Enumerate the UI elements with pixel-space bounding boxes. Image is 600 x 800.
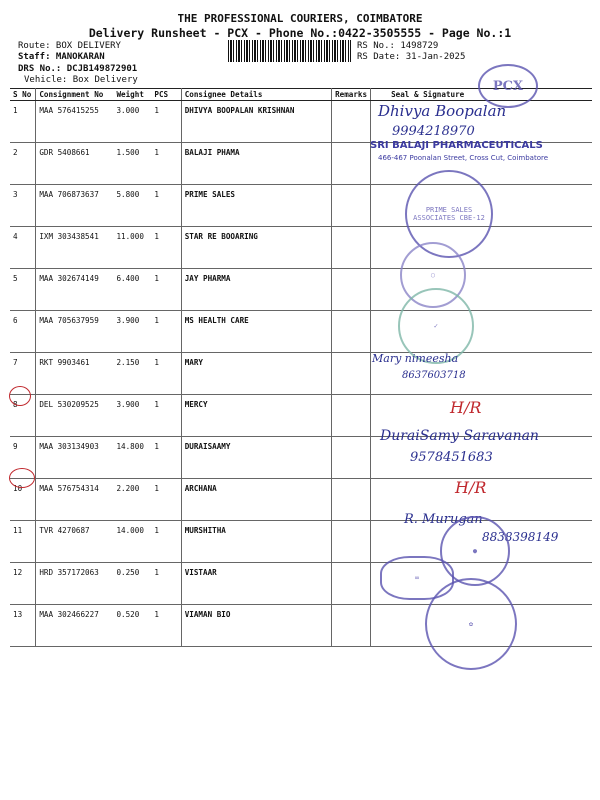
cell-sno: 10 xyxy=(10,479,36,521)
cell-remarks xyxy=(332,479,371,521)
cell-weight: 14.000 xyxy=(113,521,151,563)
cell-remarks xyxy=(332,395,371,437)
cell-weight: 1.500 xyxy=(113,143,151,185)
cell-consignee: STAR RE BOOARING xyxy=(181,227,331,269)
rs-number: RS No.: 1498729 xyxy=(357,41,439,51)
cell-remarks xyxy=(332,311,371,353)
hr-mark-10: H/R xyxy=(455,478,487,497)
cell-consignee: DURAISAAMY xyxy=(181,437,331,479)
cell-sno: 7 xyxy=(10,353,36,395)
signature-11-phone: 8838398149 xyxy=(482,530,559,544)
cell-consignee: MERCY xyxy=(181,395,331,437)
signature-7-phone: 8637603718 xyxy=(402,370,466,381)
cell-weight: 11.000 xyxy=(113,227,151,269)
cell-remarks xyxy=(332,227,371,269)
signature-9-phone: 9578451683 xyxy=(410,450,493,465)
cell-sno: 11 xyxy=(10,521,36,563)
sno-8-circle xyxy=(9,386,31,406)
cell-consignment-no: GDR 5408661 xyxy=(36,143,114,185)
cell-consignment-no: MAA 706873637 xyxy=(36,185,114,227)
cell-remarks xyxy=(332,353,371,395)
drs-info: DRS No.: DCJB149872901 xyxy=(18,64,138,74)
col-consignment: Consignment No xyxy=(36,89,114,101)
cell-sno: 12 xyxy=(10,563,36,605)
cell-remarks xyxy=(332,269,371,311)
signature-9: DuraiSamy Saravanan xyxy=(380,428,539,444)
cell-consignee: MARY xyxy=(181,353,331,395)
table-row xyxy=(10,479,592,521)
table-row xyxy=(10,353,592,395)
cell-pcs: 1 xyxy=(151,185,181,227)
cell-pcs: 1 xyxy=(151,269,181,311)
signature-11: R. Murugan xyxy=(404,512,483,527)
cell-weight: 5.800 xyxy=(113,185,151,227)
col-seal: Seal & Signature xyxy=(371,89,592,101)
staff-info: Staff: MANOKARAN xyxy=(18,52,105,62)
cell-consignment-no: MAA 303134903 xyxy=(36,437,114,479)
table-row xyxy=(10,311,592,353)
cell-consignment-no: HRD 357172063 xyxy=(36,563,114,605)
cell-consignee: PRIME SALES xyxy=(181,185,331,227)
cell-consignment-no: MAA 576754314 xyxy=(36,479,114,521)
cell-consignment-no: DEL 530209525 xyxy=(36,395,114,437)
cell-weight: 3.900 xyxy=(113,311,151,353)
cell-pcs: 1 xyxy=(151,311,181,353)
cell-remarks xyxy=(332,521,371,563)
stamp-balaji-address: 466-467 Poonalan Street, Cross Cut, Coimbatore xyxy=(378,154,549,162)
col-remarks: Remarks xyxy=(332,89,371,101)
stamp-balaji: SRI BALAJI PHARMACEUTICALS xyxy=(370,140,543,151)
col-pcs: PCS xyxy=(151,89,181,101)
cell-pcs: 1 xyxy=(151,101,181,143)
cell-sno: 4 xyxy=(10,227,36,269)
cell-sno: 3 xyxy=(10,185,36,227)
cell-remarks xyxy=(332,437,371,479)
cell-weight: 3.000 xyxy=(113,101,151,143)
hr-mark-8: H/R xyxy=(450,398,482,417)
company-title: THE PROFESSIONAL COURIERS, COIMBATORE xyxy=(177,12,423,25)
cell-sno: 13 xyxy=(10,605,36,647)
stamp-round-11: ● xyxy=(440,516,510,586)
runsheet-subtitle: Delivery Runsheet - PCX - Phone No.:0422-3505555 - Page No.:1 xyxy=(88,26,512,40)
stamp-prime-sales: PRIME SALES ASSOCIATES CBE-12 xyxy=(405,170,493,258)
cell-sno: 8 xyxy=(10,395,36,437)
cell-sno: 1 xyxy=(10,101,36,143)
cell-weight: 0.520 xyxy=(113,605,151,647)
cell-pcs: 1 xyxy=(151,563,181,605)
cell-consignee: ARCHANA xyxy=(181,479,331,521)
cell-pcs: 1 xyxy=(151,521,181,563)
cell-remarks xyxy=(332,563,371,605)
cell-pcs: 1 xyxy=(151,353,181,395)
cell-remarks xyxy=(332,101,371,143)
cell-consignee: JAY PHARMA xyxy=(181,269,331,311)
cell-sno: 5 xyxy=(10,269,36,311)
stamp-round-13: ✿ xyxy=(425,578,517,670)
vehicle-info: Vehicle: Box Delivery xyxy=(24,75,138,85)
cell-consignee: BALAJI PHAMA xyxy=(181,143,331,185)
signature-7: Mary nimeesha xyxy=(372,352,459,365)
cell-sno: 9 xyxy=(10,437,36,479)
cell-pcs: 1 xyxy=(151,395,181,437)
table-row xyxy=(10,269,592,311)
cell-consignee: MS HEALTH CARE xyxy=(181,311,331,353)
cell-remarks xyxy=(332,605,371,647)
cell-pcs: 1 xyxy=(151,143,181,185)
rs-date: RS Date: 31-Jan-2025 xyxy=(357,52,466,62)
cell-weight: 2.150 xyxy=(113,353,151,395)
cell-weight: 6.400 xyxy=(113,269,151,311)
cell-weight: 0.250 xyxy=(113,563,151,605)
cell-consignment-no: IXM 303438541 xyxy=(36,227,114,269)
cell-consignment-no: MAA 705637959 xyxy=(36,311,114,353)
cell-remarks xyxy=(332,185,371,227)
cell-pcs: 1 xyxy=(151,605,181,647)
pcx-stamp: PCX xyxy=(478,64,538,108)
cell-consignment-no: RKT 9903461 xyxy=(36,353,114,395)
signature-12-mark: ∞ xyxy=(380,556,454,600)
col-consignee: Consignee Details xyxy=(181,89,331,101)
cell-consignee: VISTAAR xyxy=(181,563,331,605)
cell-weight: 2.200 xyxy=(113,479,151,521)
stamp-round-5: ○ xyxy=(400,242,466,308)
cell-sno: 2 xyxy=(10,143,36,185)
cell-pcs: 1 xyxy=(151,437,181,479)
cell-consignee: VIAMAN BIO xyxy=(181,605,331,647)
cell-weight: 3.900 xyxy=(113,395,151,437)
cell-consignment-no: MAA 302466227 xyxy=(36,605,114,647)
cell-consignee: MURSHITHA xyxy=(181,521,331,563)
cell-consignment-no: MAA 576415255 xyxy=(36,101,114,143)
cell-consignment-no: MAA 302674149 xyxy=(36,269,114,311)
signature-1: Dhivya Boopalan xyxy=(378,102,507,120)
col-sno: S No xyxy=(10,89,36,101)
route-info: Route: BOX DELIVERY xyxy=(18,41,121,51)
cell-pcs: 1 xyxy=(151,479,181,521)
cell-pcs: 1 xyxy=(151,227,181,269)
cell-consignee: DHIVYA BOOPALAN KRISHNAN xyxy=(181,101,331,143)
col-weight: Weight xyxy=(113,89,151,101)
table-row xyxy=(10,185,592,227)
sno-10-circle xyxy=(9,468,35,488)
cell-weight: 14.800 xyxy=(113,437,151,479)
cell-sno: 6 xyxy=(10,311,36,353)
stamp-round-6: ✓ xyxy=(398,288,474,364)
cell-consignment-no: TVR 4270687 xyxy=(36,521,114,563)
signature-1-phone: 9994218970 xyxy=(392,124,475,139)
table-row xyxy=(10,227,592,269)
cell-remarks xyxy=(332,143,371,185)
barcode xyxy=(228,40,351,62)
